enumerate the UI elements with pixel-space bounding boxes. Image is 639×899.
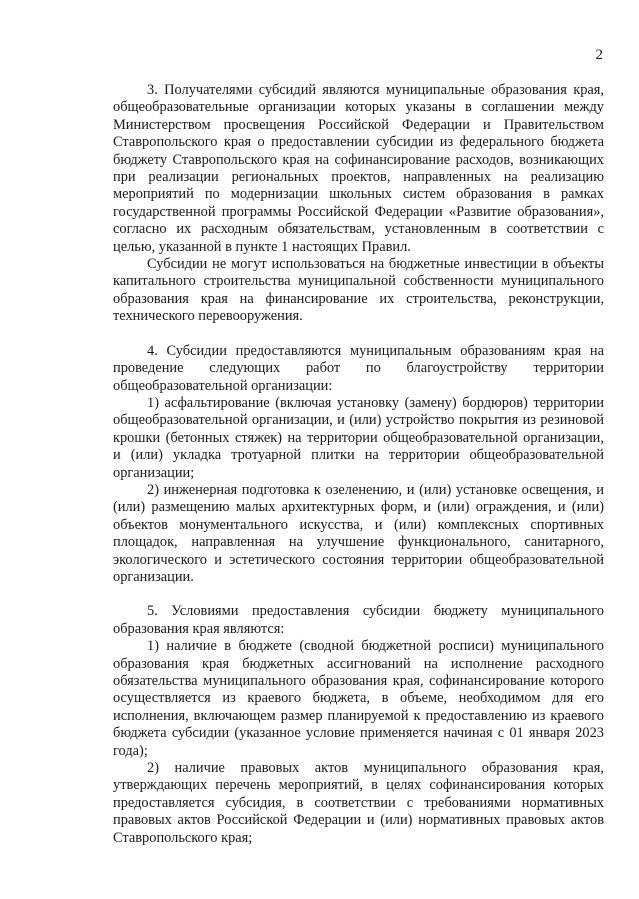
paragraph-4-item-2: 2) инженерная подготовка к озеленению, и (или) установке освещения, и (или) размещению малых архитектурных форм, и (или) ограждения, и (или) объектов монументального искусства, и (или) комплексных спортивных площадок, направленная на улучшение функционального, санитарного, экологического и эстетического состояния территории общеобразовательной организации. — [113, 481, 604, 585]
page-number: 2 — [595, 47, 603, 63]
paragraph-5-conditions: 5. Условиями предоставления субсидии бюджету муниципального образования края являются: — [113, 603, 604, 637]
paragraph-5-item-1: 1) наличие в бюджете (сводной бюджетной росписи) муниципального образования края бюджетных ассигнований на исполнение расходного обязательства муниципального образования края, софинансирование которого осуществляется из краевого бюджета, в объеме, необходимом для его исполнения, включающем размер планируемой к предоставлению из краевого бюджета субсидии (указанное условие применяется начиная с 01 января 2023 года); — [113, 638, 604, 759]
paragraph-5-item-2: 2) наличие правовых актов муниципального образования края, утверждающих перечень мероприятий, в целях софинансирования которых предоставляется субсидия, в соответствии с требованиями нормативных правовых актов Российской Федерации и (или) нормативных правовых актов Ставропольского края; — [113, 760, 604, 846]
paragraph-restriction: Субсидии не могут использоваться на бюджетные инвестиции в объекты капитального строительства муниципальной собственности муниципального образования края на финансирование их строительства, реконструкции, технического перевооружения. — [113, 256, 604, 325]
paragraph-4-works: 4. Субсидии предоставляются муниципальным образованиям края на проведение следующих работ по благоустройству территории общеобразовательной организации: — [113, 342, 604, 394]
paragraph-4-item-1: 1) асфальтирование (включая установку (замену) бордюров) территории общеобразовательной организации, и (или) устройство покрытия из резиновой крошки (бетонных стяжек) на территории общеобразовательной организации, и (или) укладка тротуарной плитки на территории общеобразовательной организации; — [113, 394, 604, 481]
paragraph-3-recipients: 3. Получателями субсидий являются муниципальные образования края, общеобразовательные организации которых указаны в соглашении между Министерством просвещения Российской Федерации и Правительством Ставропольского края о предоставлении субсидии из федерального бюджета бюджету Ставропольского края на софинансирование расходов, возникающих при реализации региональных проектов, направленных на реализацию мероприятий по модернизации школьных систем образования в рамках государственной программы Российской Федерации «Развитие образования», согласно их расходным обязательствам, установленным в соответствии с целью, указанной в пункте 1 настоящих Правил. — [113, 82, 604, 255]
document-body — [113, 82, 604, 847]
